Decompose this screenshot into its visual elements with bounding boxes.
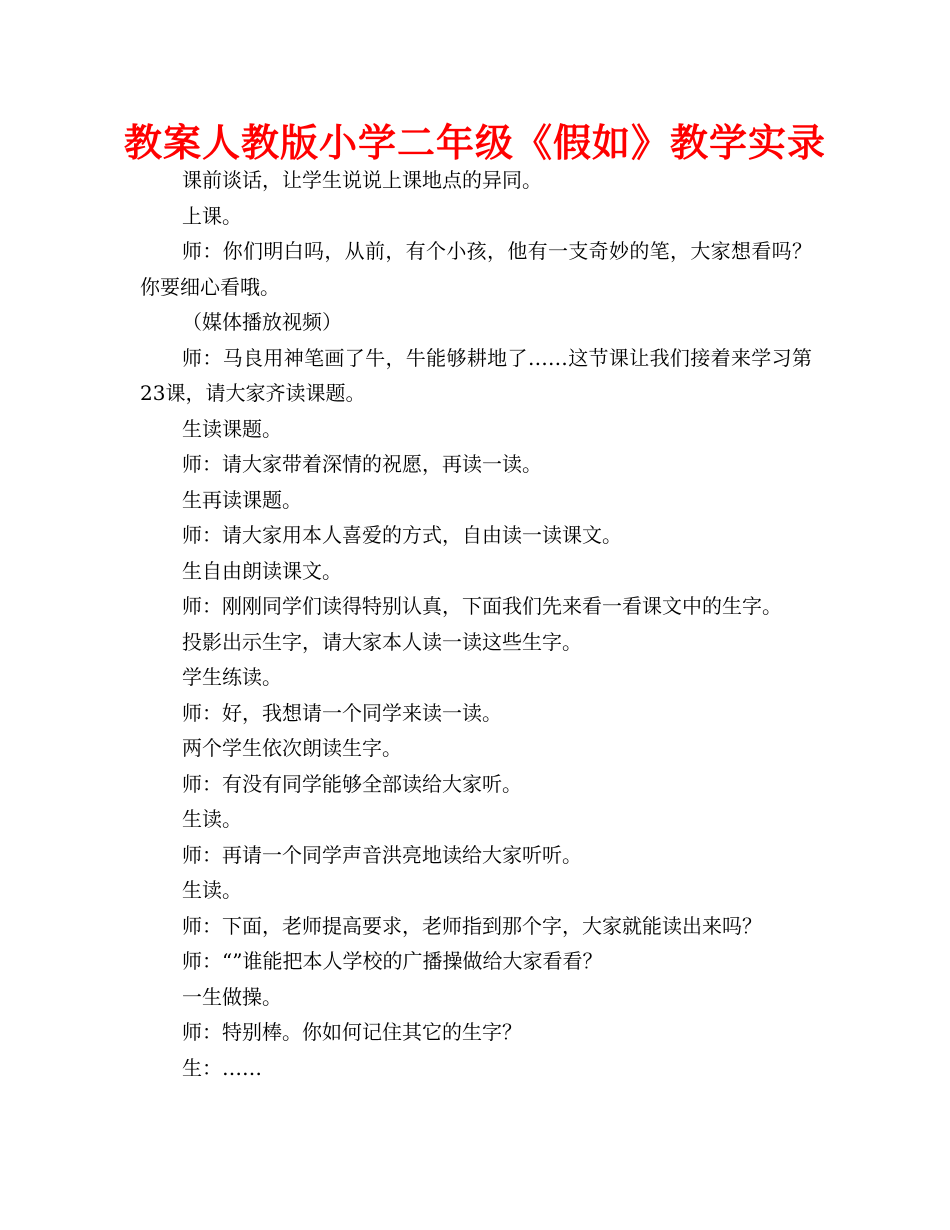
paragraph: 课前谈话，让学生说说上课地点的异同。	[182, 168, 542, 192]
paragraph: 师：好，我想请一个同学来读一读。	[182, 700, 502, 725]
document-title: 教案人教版小学二年级《假如》教学实录	[123, 121, 826, 165]
paragraph: 师：下面，老师提高要求，老师指到那个字，大家就能读出来吗？	[182, 913, 762, 938]
paragraph: 师：你们明白吗，从前，有个小孩，他有一支奇妙的笔，大家想看吗？你要细心看哦。	[140, 239, 812, 299]
paragraph: 师：请大家带着深情的祝愿，再读一读。	[182, 452, 542, 476]
document-body	[140, 163, 812, 1086]
paragraph: 师：有没有同学能够全部读给大家听。	[182, 771, 522, 796]
paragraph: 师：特别棒。你如何记住其它的生字？	[182, 1020, 522, 1044]
paragraph: 生自由朗读课文。	[182, 558, 342, 583]
paragraph: 生再读课题。	[182, 487, 302, 512]
paragraph: 师：请大家用本人喜爱的方式，自由读一读课文。	[182, 523, 622, 547]
paragraph: 投影出示生字，请大家本人读一读这些生字。	[182, 629, 582, 654]
paragraph: 生读。	[182, 807, 242, 831]
paragraph: 一生做操。	[182, 984, 282, 1009]
paragraph: 生读。	[182, 878, 242, 902]
paragraph: 上课。	[182, 203, 242, 228]
paragraph: 学生练读。	[182, 665, 282, 689]
paragraph: 生：……	[182, 1055, 262, 1080]
paragraph: 师：“”谁能把本人学校的广播操做给大家看看？	[182, 949, 603, 973]
paragraph: （媒体播放视频）	[182, 310, 342, 334]
paragraph: 生读课题。	[182, 416, 282, 441]
paragraph: 师：刚刚同学们读得特别认真，下面我们先来看一看课文中的生字。	[182, 594, 782, 618]
paragraph: 师：马良用神笔画了牛，牛能够耕地了……这节课让我们接着来学习第23课，请大家齐读课题。	[140, 345, 812, 405]
paragraph: 师：再请一个同学声音洪亮地读给大家听听。	[182, 842, 582, 867]
paragraph: 两个学生依次朗读生字。	[182, 736, 402, 760]
